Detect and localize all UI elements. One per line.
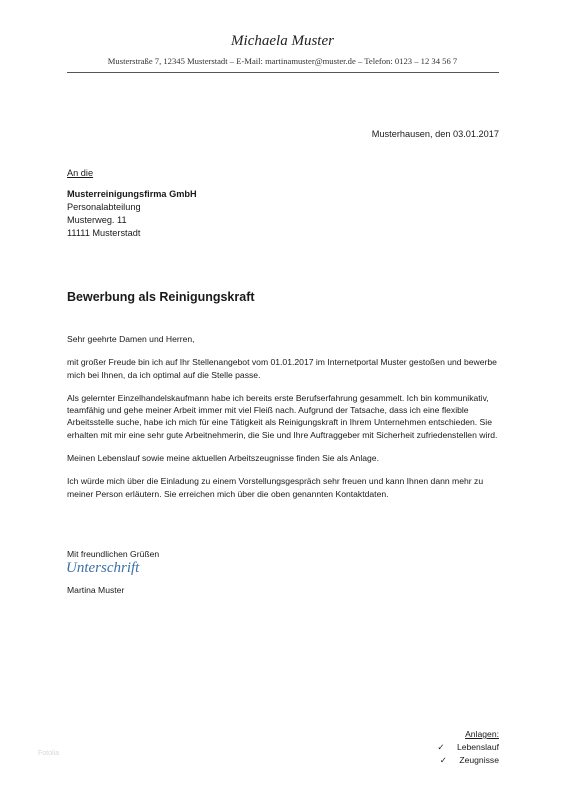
date-line: Musterhausen, den 03.01.2017 (371, 129, 499, 139)
handwritten-signature: Unterschrift (66, 560, 140, 576)
recipient-department: Personalabteilung (67, 202, 141, 212)
body-paragraph: Als gelernter Einzelhandelskaufmann habe ich bereits erste Berufserfahrung gesammelt. Ich bin kommunikativ, teamfähig und gehe meiner Arbeit immer mit viel Fleiß nach. Aufgrund der Tatsache, dass ich eine flexible Arbeitsstelle suche, habe ich mich für eine Tätigkeit als Reinigungskraft in Ihrem Unternehmen entschieden. Sie erhalten mit mir eine sehr gute Arbeitnehmerin, die Sie und Ihre Auftraggeber mit Sicherheit zufriedenstellen wird. (67, 392, 498, 440)
watermark: Fotolia (38, 750, 60, 757)
recipient-address (67, 167, 197, 240)
body-paragraph: mit großer Freude bin ich auf Ihr Stellenangebot vom 01.01.2017 im Internetportal Muster gestoßen und bewerbe mich bei Ihnen, da ich optimal auf die Stelle passe. (67, 357, 497, 380)
sender-name: Michaela Muster (231, 33, 334, 49)
body-paragraph: Ich würde mich über die Einladung zu einem Vorstellungsgespräch sehr freuen und kann Ihnen dann mehr zu meiner Person erläutern. Sie erreichen mich über die oben genannten Kontaktdaten. (67, 476, 484, 499)
check-icon: ✓ (439, 755, 447, 765)
closing-phrase: Mit freundlichen Grüßen (67, 549, 160, 559)
attachment-item (437, 754, 499, 767)
letter-body (67, 333, 507, 511)
recipient-company: Musterreinigungsfirma GmbH (67, 189, 197, 199)
attachments-label: Anlagen: (465, 729, 499, 739)
check-icon: ✓ (437, 742, 445, 752)
letter-subject: Bewerbung als Reinigungskraft (67, 290, 255, 304)
attachment-item-label: Lebenslauf (456, 742, 499, 752)
attachment-item (437, 741, 499, 754)
attachment-item-label: Zeugnisse (459, 755, 499, 765)
body-paragraph: Meinen Lebenslauf sowie meine aktuellen Arbeitszeugnisse finden Sie als Anlage. (67, 453, 379, 464)
header-divider (67, 72, 499, 73)
recipient-street: Musterweg. 11 (67, 215, 127, 225)
greeting: Sehr geehrte Damen und Herren, (67, 334, 195, 344)
sender-contact-line: Musterstraße 7, 12345 Musterstadt – E-Mail: martinamuster@muster.de – Telefon: 0123 – 12 34 56 7 (107, 56, 458, 66)
attachments-list (437, 728, 499, 767)
recipient-city: 11111 Musterstadt (67, 228, 141, 238)
recipient-label: An die (67, 168, 94, 178)
signer-name: Martina Muster (67, 585, 125, 595)
